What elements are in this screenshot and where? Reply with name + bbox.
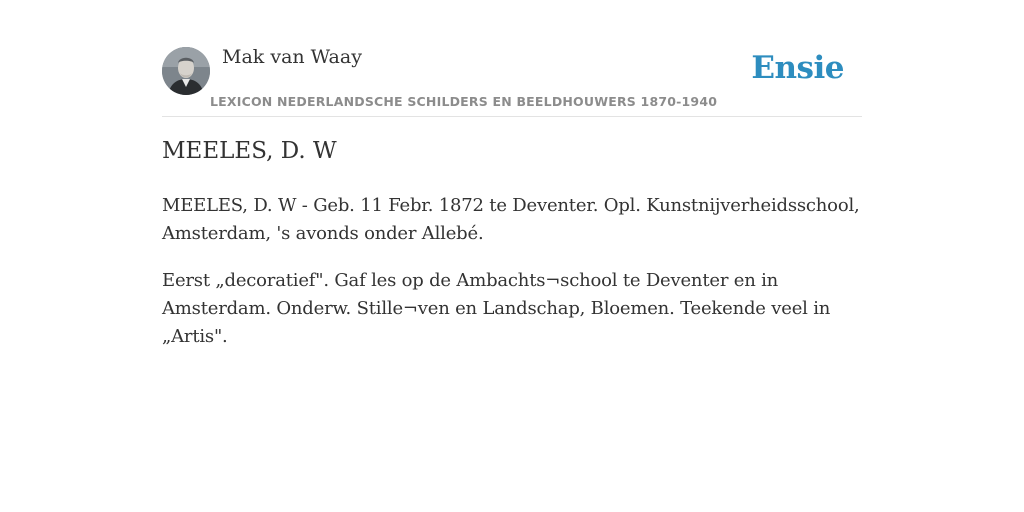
article-body <box>162 192 862 370</box>
article-title: MEELES, D. W <box>162 138 337 164</box>
header <box>162 40 862 117</box>
source-label[interactable]: LEXICON NEDERLANDSCHE SCHILDERS EN BEELDHOUWERS 1870-1940 <box>210 94 718 109</box>
author-avatar[interactable] <box>162 47 210 95</box>
article-paragraph: Eerst „decoratief". Gaf les op de Ambachts¬school te Deventer en in Amsterdam. Onderw. Stille¬ven en Landschap, Bloemen. Teekende veel in „Artis". <box>162 270 831 347</box>
article-paragraph: MEELES, D. W - Geb. 11 Febr. 1872 te Deventer. Opl. Kunstnijverheidsschool, Amsterdam, 's avonds onder Allebé. <box>162 195 860 244</box>
author-name[interactable]: Mak van Waay <box>222 46 362 68</box>
site-logo[interactable]: Ensie <box>751 50 844 86</box>
portrait-image <box>162 47 210 95</box>
